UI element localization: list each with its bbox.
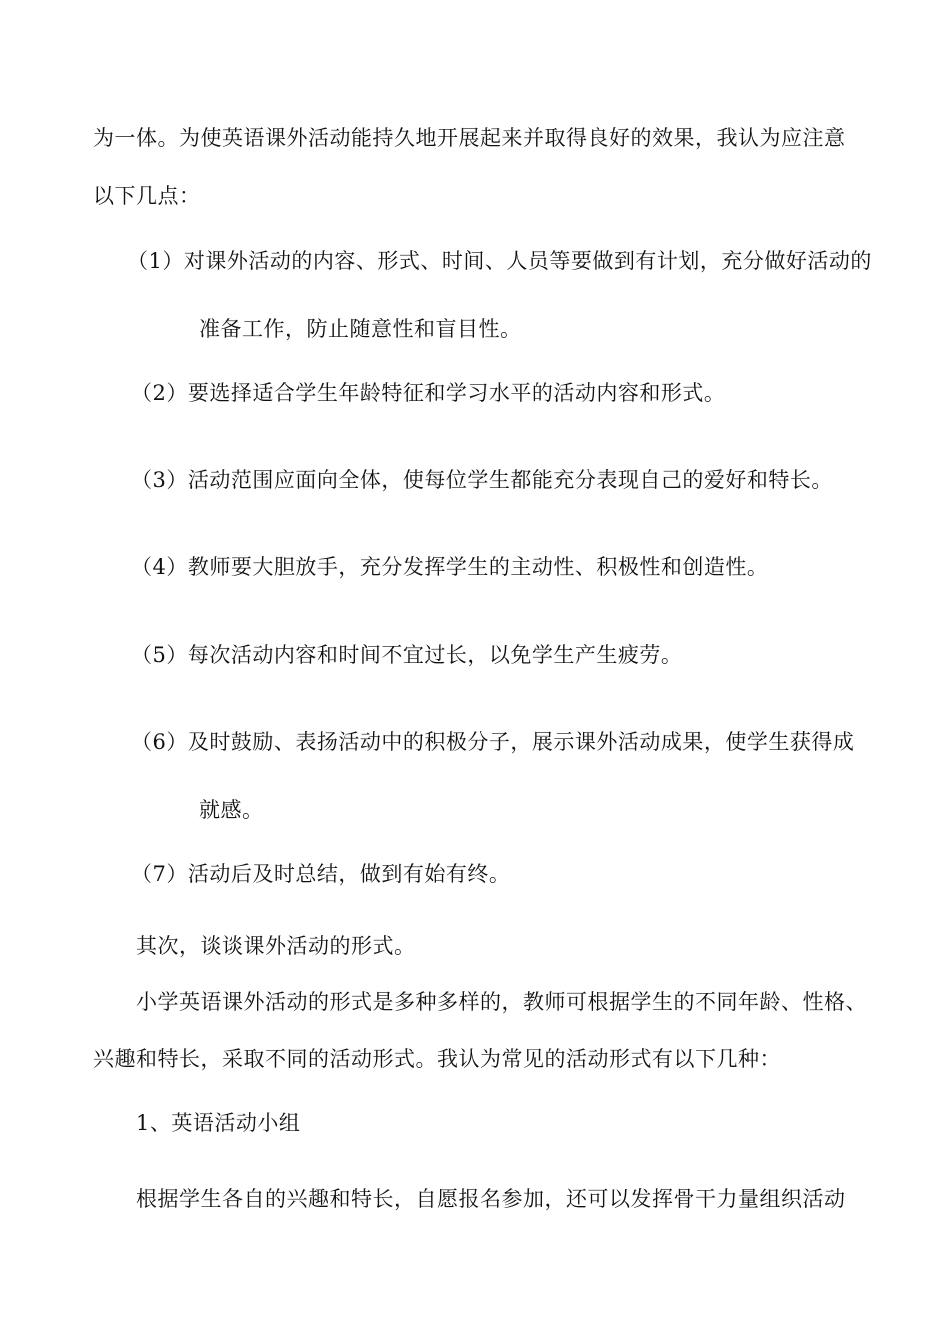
section-text-line-1: 根据学生各自的兴趣和特长，自愿报名参加，还可以发挥骨干力量组织活动 <box>136 1187 846 1211</box>
text-line-1: 为一体。为使英语课外活动能持久地开展起来并取得良好的效果，我认为应注意 <box>93 126 846 150</box>
list-item-7: （7）活动后及时总结，做到有始有终。 <box>131 862 511 886</box>
paragraph-line-2: 兴趣和特长，采取不同的活动形式。我认为常见的活动形式有以下几种： <box>93 1047 781 1071</box>
list-item-3: （3）活动范围应面向全体，使每位学生都能充分表现自己的爱好和特长。 <box>131 468 833 492</box>
paragraph-line-1: 小学英语课外活动的形式是多种多样的，教师可根据学生的不同年龄、性格、 <box>136 990 867 1014</box>
list-item-6-line-1: （6）及时鼓励、表扬活动中的积极分子，展示课外活动成果，使学生获得成 <box>131 730 855 754</box>
paragraph-heading: 其次，谈谈课外活动的形式。 <box>136 934 416 958</box>
list-item-4: （4）教师要大胆放手，充分发挥学生的主动性、积极性和创造性。 <box>131 555 769 579</box>
list-item-6-line-2: 就感。 <box>199 798 264 822</box>
list-item-1-line-2: 准备工作，防止随意性和盲目性。 <box>199 317 522 341</box>
section-heading: 1、英语活动小组 <box>136 1111 301 1135</box>
text-line-2: 以下几点： <box>93 184 201 208</box>
list-item-2: （2）要选择适合学生年龄特征和学习水平的活动内容和形式。 <box>131 381 726 405</box>
list-item-1-line-1: （1）对课外活动的内容、形式、时间、人员等要做到有计划，充分做好活动的 <box>127 249 872 273</box>
list-item-5: （5）每次活动内容和时间不宜过长，以免学生产生疲劳。 <box>131 643 683 667</box>
